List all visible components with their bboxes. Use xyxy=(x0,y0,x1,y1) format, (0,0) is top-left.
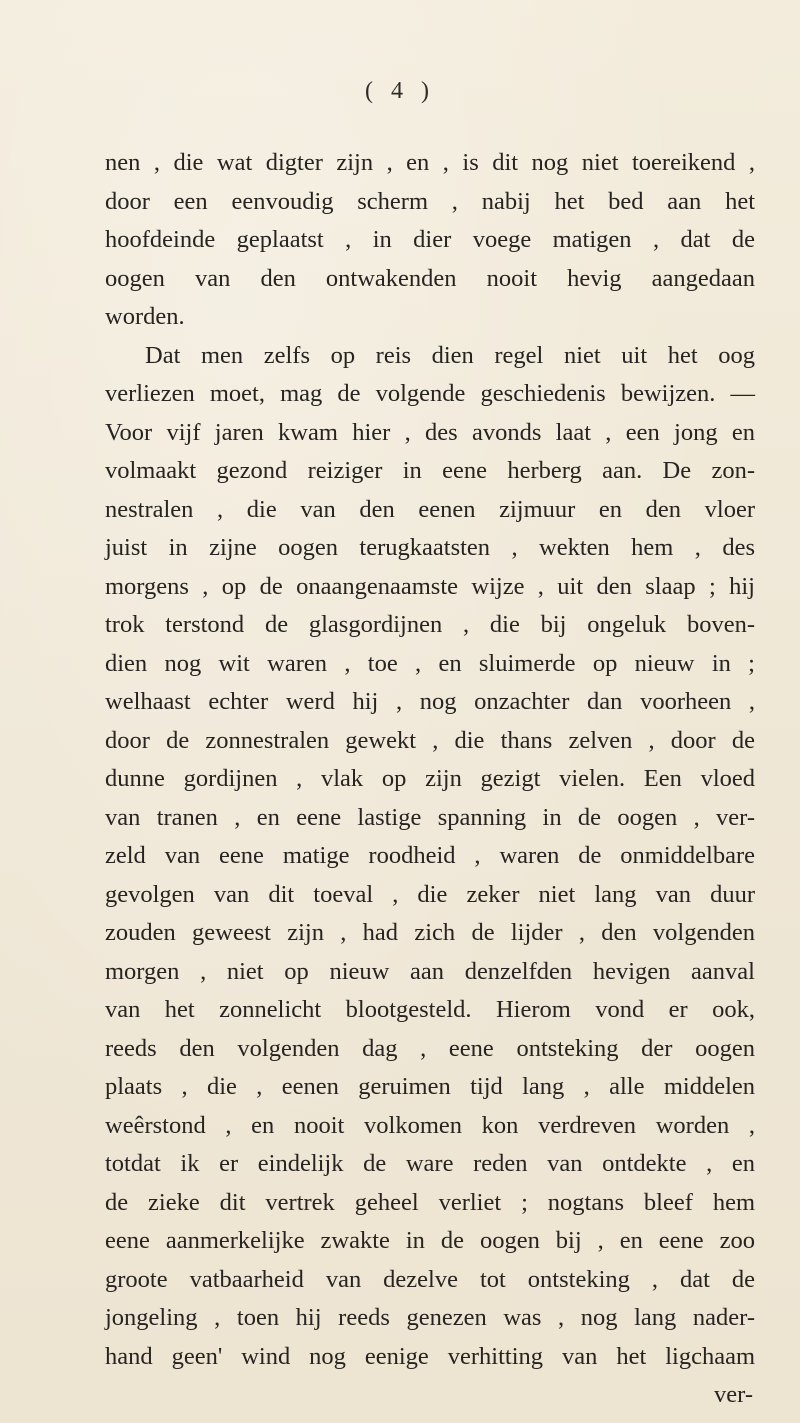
body-text xyxy=(105,144,755,1415)
text-line: weêrstond , en nooit volkomen kon verdreven worden , xyxy=(105,1111,755,1139)
text-line: nestralen , die van den eenen zijmuur en den vloer xyxy=(105,495,755,523)
text-line: jongeling , toen hij reeds genezen was , nog lang nader- xyxy=(105,1304,755,1331)
text-line: trok terstond de glasgordijnen , die bij ongeluk boven- xyxy=(105,611,755,638)
text-line: volmaakt gezond reiziger in eene herberg aan. De zon- xyxy=(105,457,755,484)
text-line: door een eenvoudig scherm , nabij het bed aan het xyxy=(105,187,755,215)
text-line: morgen , niet op nieuw aan denzelfden hevigen aanval xyxy=(105,957,755,985)
text-line: worden. xyxy=(105,303,185,330)
text-line: zouden geweest zijn , had zich de lijder , den volgenden xyxy=(105,919,755,946)
text-line: groote vatbaarheid van dezelve tot ontsteking , dat de xyxy=(105,1265,755,1293)
catchword: ver- xyxy=(714,1381,753,1408)
text-line: de zieke dit vertrek geheel verliet ; nogtans bleef hem xyxy=(105,1188,755,1216)
text-line: verliezen moet, mag de volgende geschiedenis bewijzen. — xyxy=(105,380,755,407)
text-line: eene aanmerkelijke zwakte in de oogen bij , en eene zoo xyxy=(105,1227,755,1254)
text-line: van tranen , en eene lastige spanning in de oogen , ver- xyxy=(105,803,755,831)
text-line: dunne gordijnen , vlak op zijn gezigt vielen. Een vloed xyxy=(105,765,755,792)
text-line: welhaast echter werd hij , nog onzachter dan voorheen , xyxy=(105,688,755,715)
text-line: morgens , op de onaangenaamste wijze , uit den slaap ; hij xyxy=(105,572,755,600)
page-number: ( 4 ) xyxy=(365,78,435,104)
text-line: dien nog wit waren , toe , en sluimerde op nieuw in ; xyxy=(105,649,755,677)
text-line: Dat men zelfs op reis dien regel niet uit het oog xyxy=(145,341,755,369)
text-line: gevolgen van dit toeval , die zeker niet lang van duur xyxy=(105,880,755,908)
text-line: door de zonnestralen gewekt , die thans zelven , door de xyxy=(105,726,755,754)
text-line: juist in zijne oogen terugkaatsten , wekten hem , des xyxy=(105,534,755,561)
text-line: plaats , die , eenen geruimen tijd lang , alle middelen xyxy=(105,1073,755,1100)
text-line: van het zonnelicht blootgesteld. Hierom vond er ook, xyxy=(105,996,755,1023)
text-line: nen , die wat digter zijn , en , is dit nog niet toereikend , xyxy=(105,149,755,176)
text-line: zeld van eene matige roodheid , waren de onmiddelbare xyxy=(105,842,755,869)
text-line: Voor vijf jaren kwam hier , des avonds laat , een jong en xyxy=(105,418,755,446)
text-line: totdat ik er eindelijk de ware reden van ontdekte , en xyxy=(105,1150,755,1177)
text-line: hand geen' wind nog eenige verhitting van het ligchaam xyxy=(105,1342,755,1370)
text-line: hoofdeinde geplaatst , in dier voege matigen , dat de xyxy=(105,226,755,253)
text-line: oogen van den ontwakenden nooit hevig aangedaan xyxy=(105,264,755,292)
text-line: reeds den volgenden dag , eene ontsteking der oogen xyxy=(105,1034,755,1062)
